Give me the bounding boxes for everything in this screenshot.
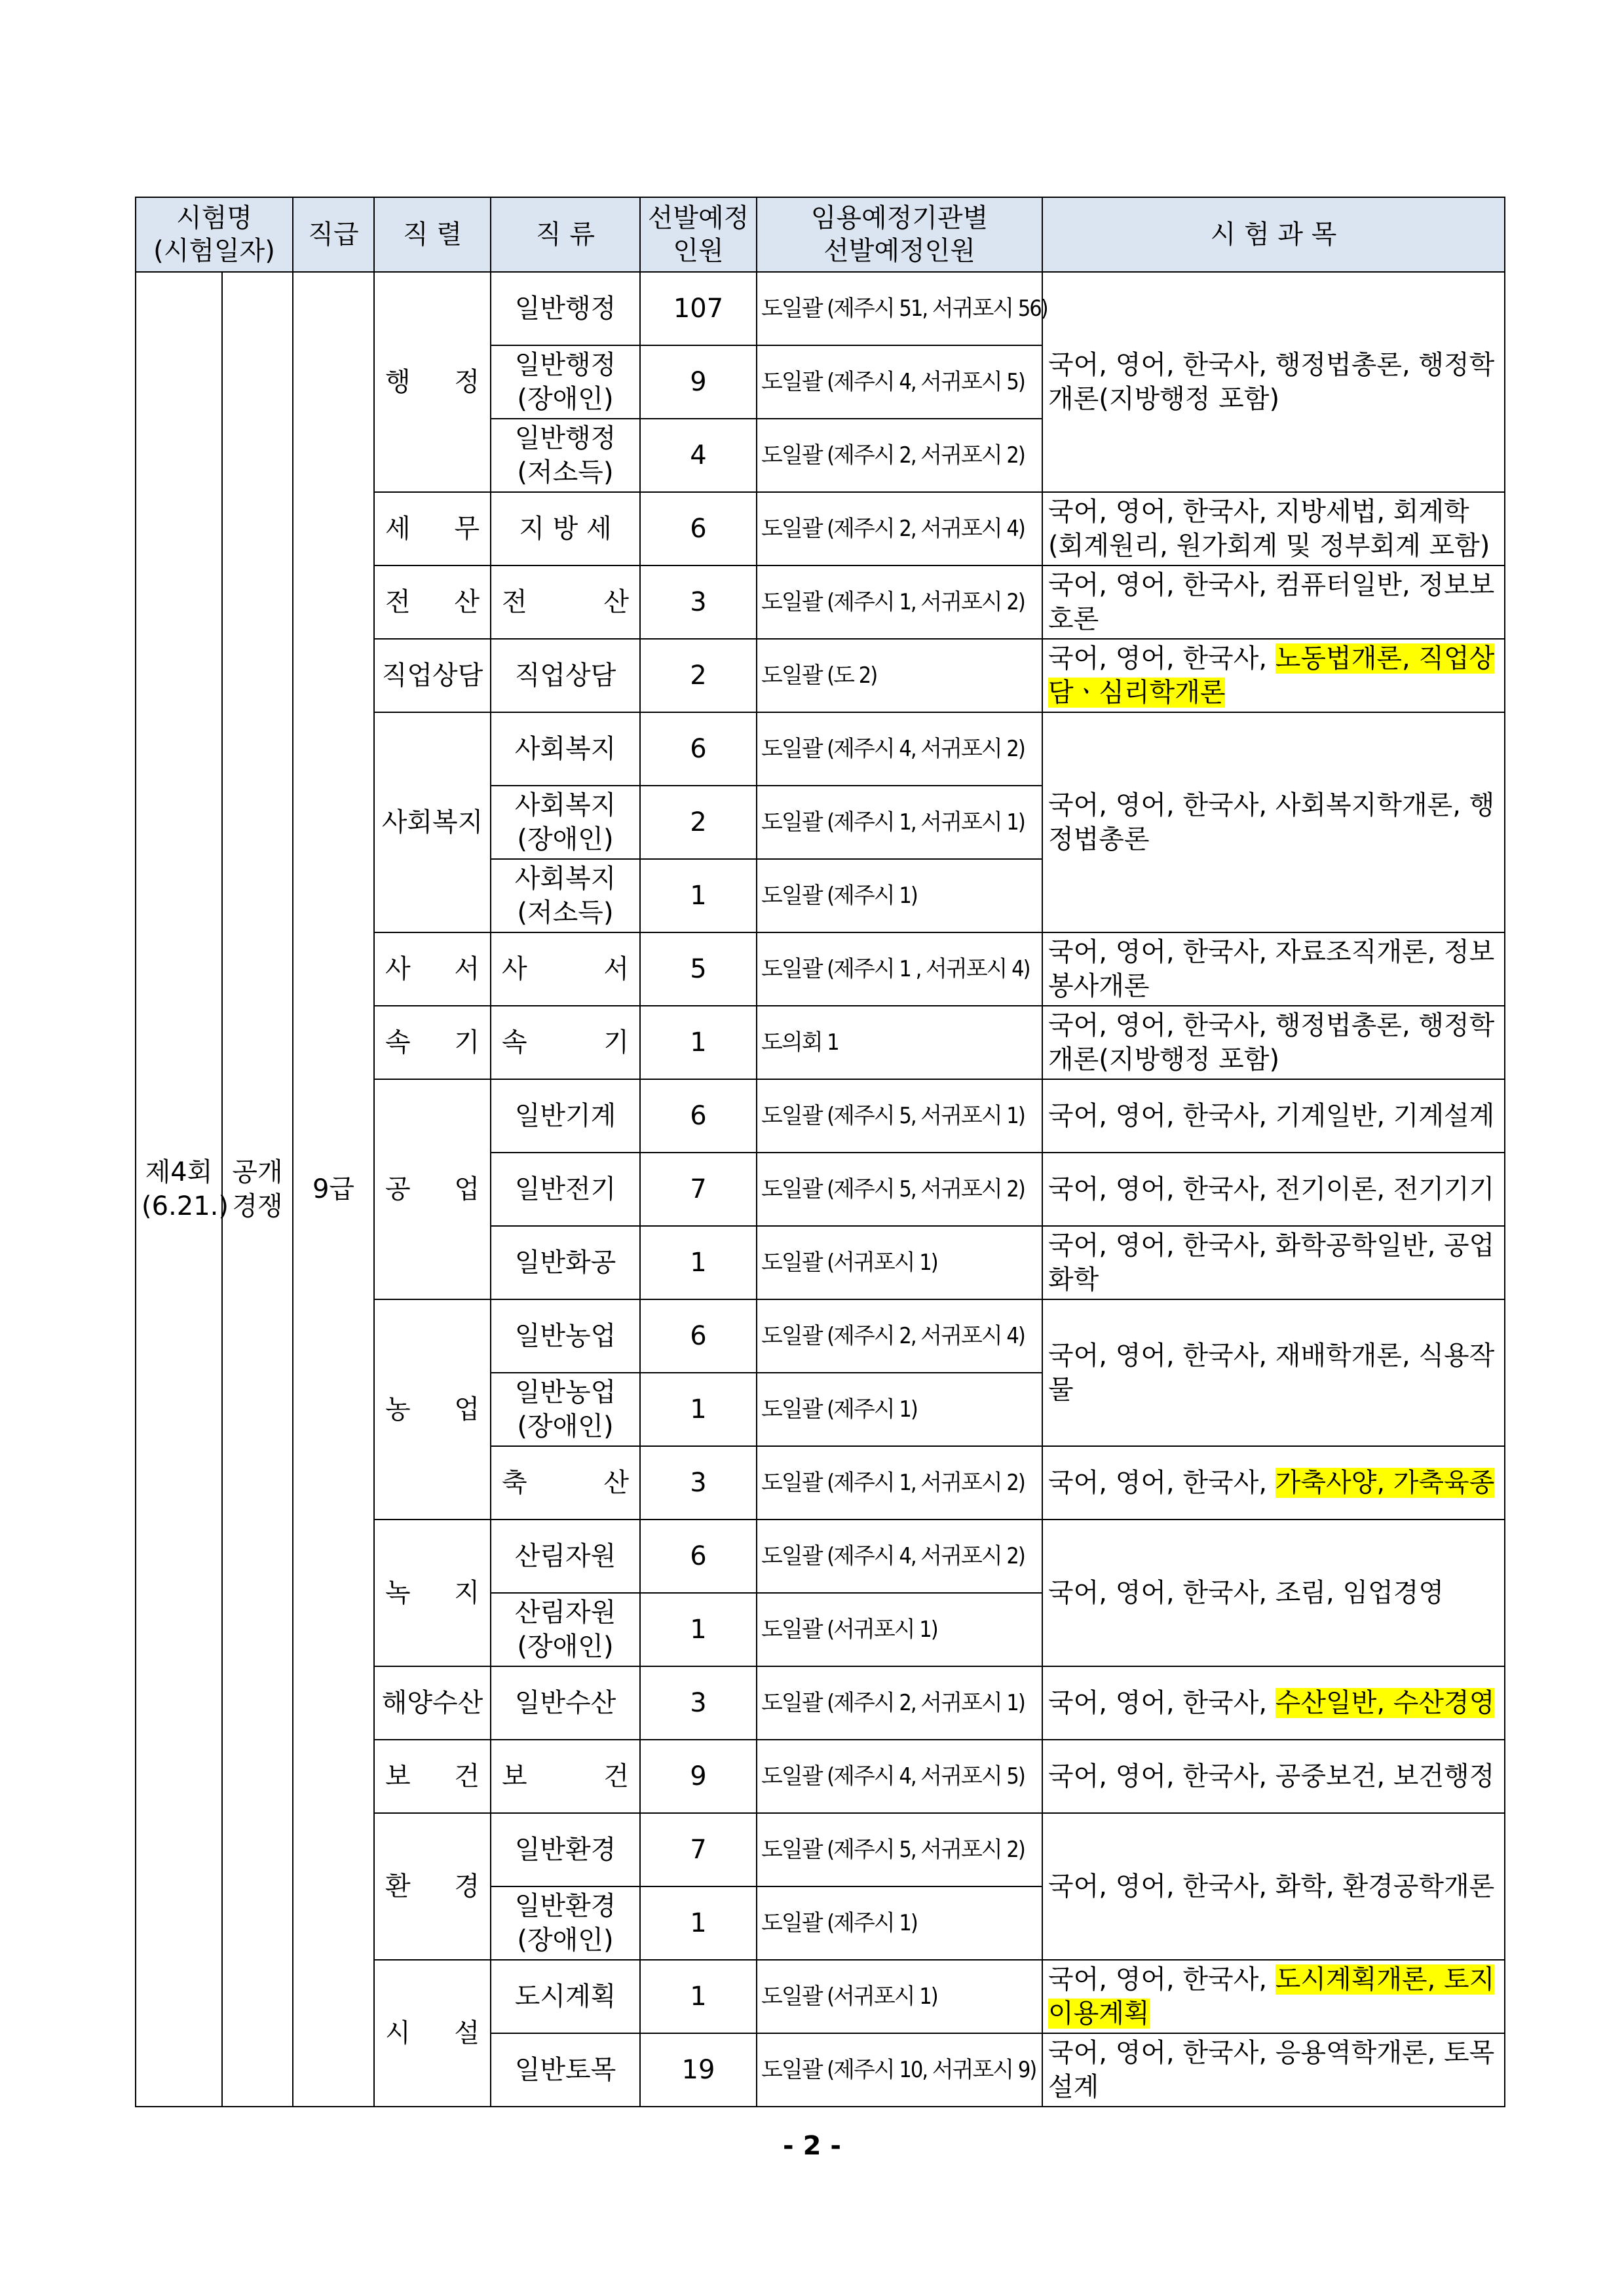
quota-cell: 1 xyxy=(640,1226,757,1299)
agency-cell: 도일괄 (제주시 4, 서귀포시 2) xyxy=(757,1520,1042,1593)
quota-cell: 7 xyxy=(640,1153,757,1226)
class-cell: 산림자원 (장애인) xyxy=(491,1593,640,1666)
class-cell: 전 산 xyxy=(491,565,640,639)
series-cell: 행 정 xyxy=(374,272,491,492)
series-cell: 해양수산 xyxy=(374,1666,491,1740)
subjects-cell: 국어, 영어, 한국사, 도시계획개론, 토지이용계획 xyxy=(1042,1960,1505,2033)
agency-cell: 도일괄 (서귀포시 1) xyxy=(757,1226,1042,1299)
agency-cell: 도일괄 (서귀포시 1) xyxy=(757,1593,1042,1666)
series-cell: 시 설 xyxy=(374,1960,491,2107)
subjects-cell: 국어, 영어, 한국사, 조림, 임업경영 xyxy=(1042,1520,1505,1666)
agency-cell: 도일괄 (제주시 51, 서귀포시 56) xyxy=(757,272,1042,345)
quota-cell: 1 xyxy=(640,1593,757,1666)
series-cell: 직업상담 xyxy=(374,639,491,712)
header-exam-name: 시험명 (시험일자) xyxy=(136,197,293,272)
agency-cell: 도일괄 (제주시 5, 서귀포시 2) xyxy=(757,1813,1042,1886)
agency-cell: 도일괄 (제주시 4, 서귀포시 5) xyxy=(757,1740,1042,1813)
class-cell: 일반전기 xyxy=(491,1153,640,1226)
highlighted-subjects: 노동법개론, 직업상담ㆍ심리학개론 xyxy=(1048,643,1495,708)
quota-cell: 1 xyxy=(640,859,757,932)
class-cell: 일반행정 xyxy=(491,272,640,345)
highlighted-subjects: 가축사양, 가축육종 xyxy=(1275,1468,1495,1498)
header-agency: 임용예정기관별 선발예정인원 xyxy=(757,197,1042,272)
agency-cell: 도일괄 (제주시 1, 서귀포시 1) xyxy=(757,786,1042,859)
subjects-cell: 국어, 영어, 한국사, 노동법개론, 직업상담ㆍ심리학개론 xyxy=(1042,639,1505,712)
subjects-cell: 국어, 영어, 한국사, 지방세법, 회계학 (회계원리, 원가회계 및 정부회계 포함) xyxy=(1042,492,1505,565)
class-cell: 도시계획 xyxy=(491,1960,640,2033)
exam-schedule-table xyxy=(135,197,1505,2107)
series-cell: 공 업 xyxy=(374,1079,491,1299)
series-cell: 전 산 xyxy=(374,565,491,639)
agency-cell: 도일괄 (제주시 1) xyxy=(757,859,1042,932)
header-grade: 직급 xyxy=(293,197,374,272)
agency-cell: 도일괄 (서귀포시 1) xyxy=(757,1960,1042,2033)
quota-cell: 6 xyxy=(640,1079,757,1153)
quota-cell: 5 xyxy=(640,932,757,1006)
class-cell: 일반기계 xyxy=(491,1079,640,1153)
agency-cell: 도일괄 (제주시 1, 서귀포시 2) xyxy=(757,1446,1042,1520)
agency-cell: 도일괄 (제주시 4, 서귀포시 5) xyxy=(757,345,1042,419)
quota-cell: 1 xyxy=(640,1373,757,1446)
header-class: 직 류 xyxy=(491,197,640,272)
subjects-cell: 국어, 영어, 한국사, 수산일반, 수산경영 xyxy=(1042,1666,1505,1740)
subjects-cell: 국어, 영어, 한국사, 행정법총론, 행정학개론(지방행정 포함) xyxy=(1042,1006,1505,1079)
quota-cell: 9 xyxy=(640,1740,757,1813)
table-row xyxy=(136,272,1505,345)
quota-cell: 2 xyxy=(640,639,757,712)
exam-name-cell: 제4회 (6.21.) xyxy=(136,272,222,2107)
agency-cell: 도일괄 (제주시 10, 서귀포시 9) xyxy=(757,2033,1042,2107)
grade-cell: 9급 xyxy=(293,272,374,2107)
quota-cell: 19 xyxy=(640,2033,757,2107)
subjects-cell: 국어, 영어, 한국사, 전기이론, 전기기기 xyxy=(1042,1153,1505,1226)
agency-cell: 도일괄 (제주시 1) xyxy=(757,1373,1042,1446)
quota-cell: 1 xyxy=(640,1006,757,1079)
agency-cell: 도일괄 (제주시 5, 서귀포시 1) xyxy=(757,1079,1042,1153)
class-cell: 사회복지 (장애인) xyxy=(491,786,640,859)
page-number: - 2 - xyxy=(783,2131,841,2161)
class-cell: 사 서 xyxy=(491,932,640,1006)
exam-type-cell: 공개 경쟁 xyxy=(222,272,293,2107)
agency-cell: 도일괄 (제주시 1 , 서귀포시 4) xyxy=(757,932,1042,1006)
highlighted-subjects: 도시계획개론, 토지이용계획 xyxy=(1048,1964,1495,2029)
agency-cell: 도일괄 (제주시 2, 서귀포시 4) xyxy=(757,492,1042,565)
class-cell: 일반수산 xyxy=(491,1666,640,1740)
agency-cell: 도일괄 (제주시 1, 서귀포시 2) xyxy=(757,565,1042,639)
header-quota: 선발예정 인원 xyxy=(640,197,757,272)
quota-cell: 1 xyxy=(640,1886,757,1960)
quota-cell: 6 xyxy=(640,492,757,565)
quota-cell: 3 xyxy=(640,565,757,639)
quota-cell: 2 xyxy=(640,786,757,859)
agency-cell: 도일괄 (제주시 5, 서귀포시 2) xyxy=(757,1153,1042,1226)
quota-cell: 9 xyxy=(640,345,757,419)
series-cell: 녹 지 xyxy=(374,1520,491,1666)
agency-cell: 도일괄 (제주시 2, 서귀포시 1) xyxy=(757,1666,1042,1740)
quota-cell: 4 xyxy=(640,419,757,492)
agency-cell: 도일괄 (제주시 4, 서귀포시 2) xyxy=(757,712,1042,786)
class-cell: 일반화공 xyxy=(491,1226,640,1299)
quota-cell: 1 xyxy=(640,1960,757,2033)
class-cell: 일반토목 xyxy=(491,2033,640,2107)
table-header-row xyxy=(136,197,1505,272)
agency-cell: 도일괄 (제주시 2, 서귀포시 4) xyxy=(757,1299,1042,1373)
series-cell: 세 무 xyxy=(374,492,491,565)
header-subjects: 시 험 과 목 xyxy=(1042,197,1505,272)
class-cell: 사회복지 xyxy=(491,712,640,786)
subjects-cell: 국어, 영어, 한국사, 행정법총론, 행정학개론(지방행정 포함) xyxy=(1042,272,1505,492)
quota-cell: 7 xyxy=(640,1813,757,1886)
agency-cell: 도의회 1 xyxy=(757,1006,1042,1079)
quota-cell: 107 xyxy=(640,272,757,345)
class-cell: 일반행정 (장애인) xyxy=(491,345,640,419)
class-cell: 지 방 세 xyxy=(491,492,640,565)
series-cell: 환 경 xyxy=(374,1813,491,1960)
class-cell: 직업상담 xyxy=(491,639,640,712)
series-cell: 사회복지 xyxy=(374,712,491,932)
quota-cell: 6 xyxy=(640,1299,757,1373)
class-cell: 산림자원 xyxy=(491,1520,640,1593)
class-cell: 보 건 xyxy=(491,1740,640,1813)
subjects-cell: 국어, 영어, 한국사, 응용역학개론, 토목설계 xyxy=(1042,2033,1505,2107)
subjects-cell: 국어, 영어, 한국사, 가축사양, 가축육종 xyxy=(1042,1446,1505,1520)
series-cell: 속 기 xyxy=(374,1006,491,1079)
agency-cell: 도일괄 (제주시 1) xyxy=(757,1886,1042,1960)
class-cell: 일반농업 (장애인) xyxy=(491,1373,640,1446)
quota-cell: 6 xyxy=(640,712,757,786)
class-cell: 속 기 xyxy=(491,1006,640,1079)
subjects-cell: 국어, 영어, 한국사, 컴퓨터일반, 정보보호론 xyxy=(1042,565,1505,639)
class-cell: 축 산 xyxy=(491,1446,640,1520)
subjects-cell: 국어, 영어, 한국사, 사회복지학개론, 행정법총론 xyxy=(1042,712,1505,932)
class-cell: 일반환경 xyxy=(491,1813,640,1886)
subjects-cell: 국어, 영어, 한국사, 화학, 환경공학개론 xyxy=(1042,1813,1505,1960)
class-cell: 일반행정 (저소득) xyxy=(491,419,640,492)
highlighted-subjects: 수산일반, 수산경영 xyxy=(1275,1688,1495,1718)
subjects-cell: 국어, 영어, 한국사, 공중보건, 보건행정 xyxy=(1042,1740,1505,1813)
quota-cell: 6 xyxy=(640,1520,757,1593)
subjects-cell: 국어, 영어, 한국사, 재배학개론, 식용작물 xyxy=(1042,1299,1505,1446)
class-cell: 일반환경 (장애인) xyxy=(491,1886,640,1960)
quota-cell: 3 xyxy=(640,1446,757,1520)
header-series: 직 렬 xyxy=(374,197,491,272)
class-cell: 일반농업 xyxy=(491,1299,640,1373)
series-cell: 농 업 xyxy=(374,1299,491,1520)
agency-cell: 도일괄 (제주시 2, 서귀포시 2) xyxy=(757,419,1042,492)
series-cell: 사 서 xyxy=(374,932,491,1006)
subjects-cell: 국어, 영어, 한국사, 자료조직개론, 정보봉사개론 xyxy=(1042,932,1505,1006)
class-cell: 사회복지 (저소득) xyxy=(491,859,640,932)
agency-cell: 도일괄 (도 2) xyxy=(757,639,1042,712)
series-cell: 보 건 xyxy=(374,1740,491,1813)
subjects-cell: 국어, 영어, 한국사, 기계일반, 기계설계 xyxy=(1042,1079,1505,1153)
subjects-cell: 국어, 영어, 한국사, 화학공학일반, 공업화학 xyxy=(1042,1226,1505,1299)
quota-cell: 3 xyxy=(640,1666,757,1740)
